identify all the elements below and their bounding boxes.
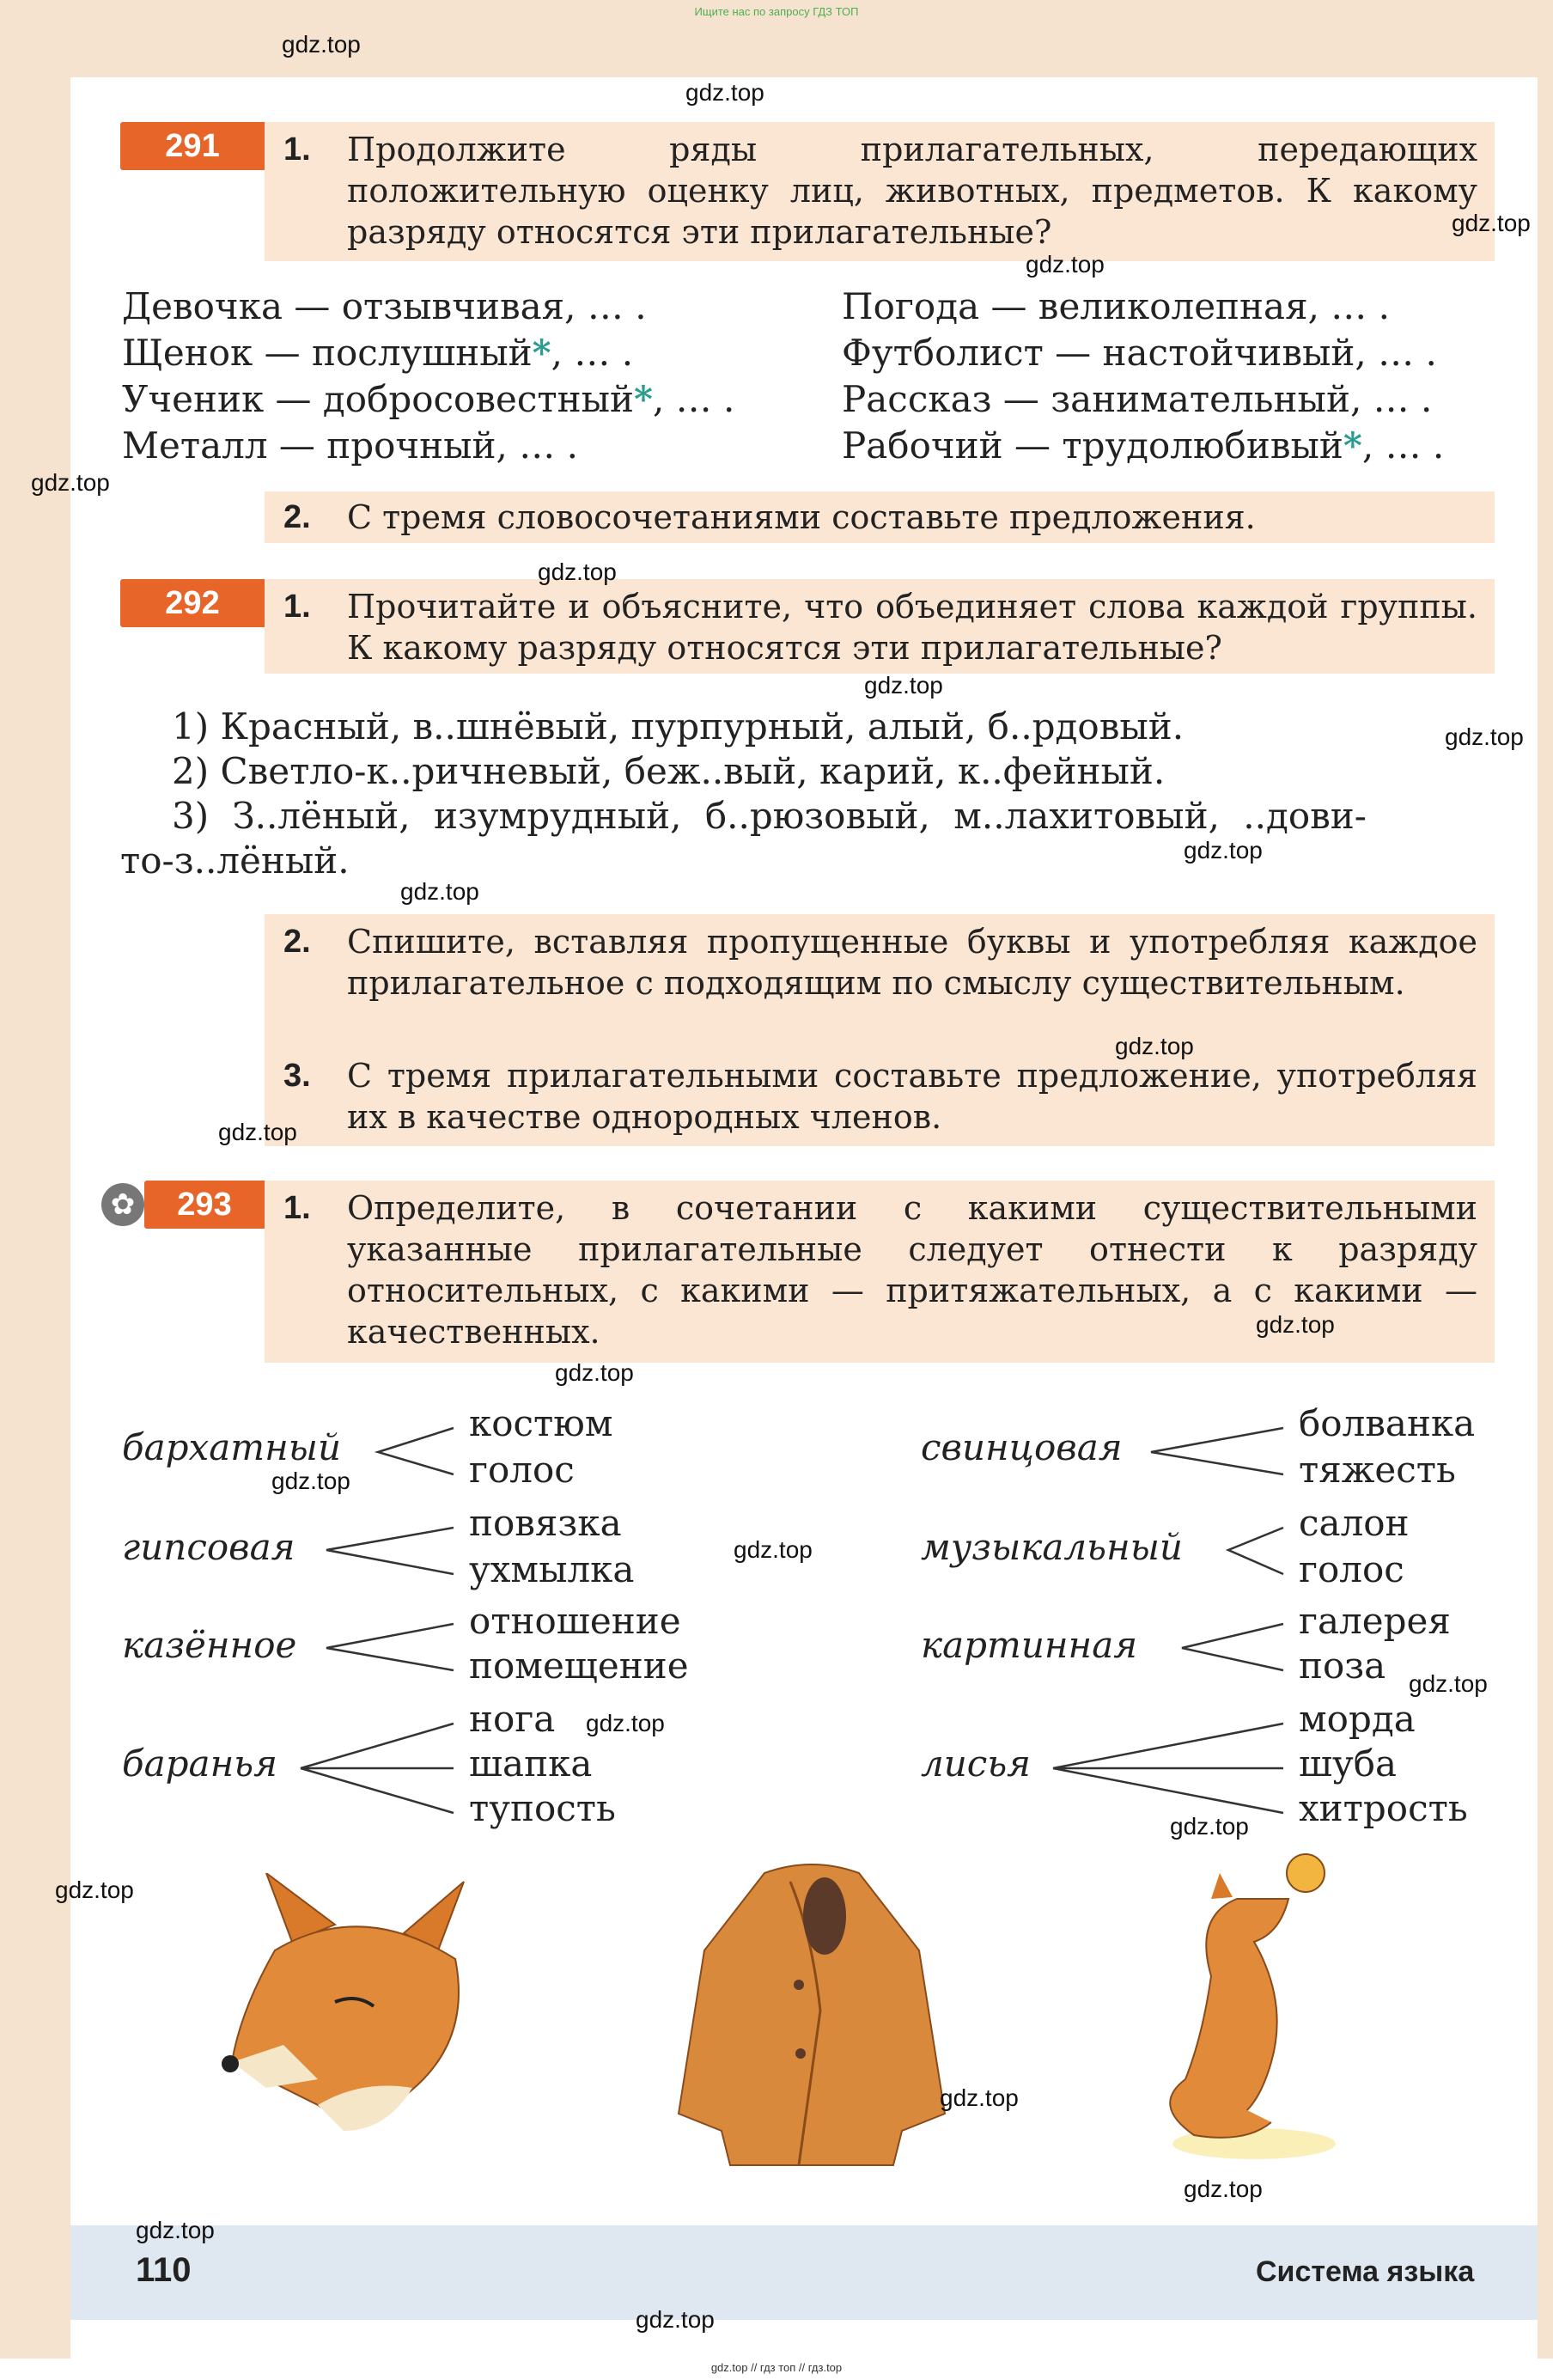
ex292-task3-text: С тремя прилагательными составьте предложение, употребляя их в качестве однородных членов. (347, 1057, 1477, 1136)
section-title: Система языка (1256, 2255, 1475, 2288)
asterisk-icon: * (634, 378, 653, 420)
noun: болванка (1299, 1402, 1476, 1444)
watermark[interactable]: gdz.top (218, 1119, 297, 1145)
noun: шапка (469, 1742, 593, 1785)
ex292-task2-num: 2. (283, 924, 311, 960)
watermark[interactable]: gdz.top (555, 1359, 634, 1386)
adj-baranya: баранья (122, 1742, 277, 1785)
ex291-right-row-2: Футболист — настойчивый, … . (842, 332, 1437, 374)
noun: галерея (1299, 1600, 1451, 1642)
ex292-task3-num: 3. (283, 1058, 311, 1094)
noun: поза (1299, 1645, 1386, 1687)
ex292-group-3-cont: то-з..лёный. (120, 839, 350, 882)
ex293-task1-text: Определите, в сочетании с какими существительными указанные прилагательные следует отнести к разряду относительных, с какими — притяжательных, а с какими — качественных. (347, 1189, 1477, 1351)
watermark[interactable]: gdz.top (1452, 210, 1531, 236)
ex291-task2-num: 2. (283, 499, 311, 535)
watermark[interactable]: gdz.top (1026, 251, 1105, 278)
ex291-right-row-4: Рабочий — трудолюбивый*, … . (842, 424, 1445, 467)
noun: ухмылка (469, 1548, 635, 1590)
noun: голос (469, 1449, 575, 1491)
bracket-line (326, 1528, 454, 1574)
ex291-number: 291 (120, 122, 265, 170)
bracket-line (1151, 1428, 1283, 1474)
ex292-number: 292 (120, 579, 265, 627)
bottom-note[interactable]: gdz.top // гдз топ // гдз.top (710, 2361, 843, 2374)
noun: тупость (469, 1787, 616, 1829)
watermark[interactable]: gdz.top (1184, 2176, 1263, 2202)
noun: морда (1299, 1698, 1416, 1740)
page-number: 110 (136, 2251, 192, 2289)
watermark[interactable]: gdz.top (864, 672, 943, 699)
bracket-line (378, 1428, 454, 1474)
watermark[interactable]: gdz.top (1256, 1311, 1335, 1338)
ex291-task2-text: С тремя словосочетаниями составьте предложения. (347, 498, 1256, 536)
noun: тяжесть (1299, 1449, 1456, 1491)
ex291-left-row-3: Ученик — добросовестный*, … . (122, 378, 735, 420)
ex292-task1-text: Прочитайте и объясните, что объединяет слова каждой группы. К какому разряду относятся эти прилагательные? (347, 588, 1477, 667)
noun: шуба (1299, 1742, 1398, 1785)
adj-barkhatny: бархатный (122, 1426, 342, 1468)
noun: салон (1299, 1502, 1410, 1544)
ex292-group-2: 2) Светло-к..ричневый, беж..вый, карий, к..фейный. (172, 750, 1166, 792)
watermark[interactable]: gdz.top (271, 1468, 350, 1494)
ex291-task1-num: 1. (283, 131, 311, 168)
adj-muzykalny: музыкальный (921, 1526, 1183, 1568)
bracket-line (326, 1624, 454, 1670)
adj-kartinnaya: картинная (921, 1624, 1138, 1666)
noun: помещение (469, 1645, 689, 1687)
watermark[interactable]: gdz.top (636, 2306, 715, 2333)
top-note[interactable]: Ищите нас по запросу ГДЗ ТОП (694, 5, 859, 18)
watermark[interactable]: gdz.top (538, 558, 617, 585)
watermark[interactable]: gdz.top (31, 469, 110, 496)
watermark[interactable]: gdz.top (1409, 1670, 1488, 1697)
ex291-task1-text: Продолжите ряды прилагательных, передающих положительную оценку лиц, животных, предметов. К какому разряду относятся эти прилагательные? (347, 131, 1477, 251)
ex293-task1-num: 1. (283, 1190, 311, 1226)
adj-gipsovaya: гипсовая (122, 1526, 295, 1568)
noun: отношение (469, 1600, 681, 1642)
watermark[interactable]: gdz.top (734, 1536, 813, 1563)
asterisk-icon: * (532, 332, 551, 374)
ex292-task2-text: Спишите, вставляя пропущенные буквы и употребляя каждое прилагательное с подходящим по смыслу существительным. (347, 923, 1477, 1002)
watermark[interactable]: gdz.top (55, 1877, 134, 1903)
ex291-left-row-4: Металл — прочный, … . (122, 424, 578, 467)
adj-kazyonnoe: казённое (122, 1624, 297, 1666)
watermark[interactable]: gdz.top (586, 1710, 665, 1736)
noun: голос (1299, 1548, 1404, 1590)
fox-with-ball-illustration (1160, 1847, 1366, 2165)
watermark[interactable]: gdz.top (1184, 837, 1263, 864)
noun: костюм (469, 1402, 613, 1444)
adj-lisya: лисья (921, 1742, 1031, 1785)
flower-icon: ✿ (101, 1183, 144, 1226)
watermark[interactable]: gdz.top (136, 2217, 215, 2243)
noun: нога (469, 1698, 556, 1740)
ex291-left-row-1: Девочка — отзывчивая, … . (122, 285, 647, 327)
fur-coat-illustration (670, 1856, 953, 2174)
fox-head-illustration (215, 1873, 490, 2148)
noun: хитрость (1299, 1787, 1468, 1829)
watermark[interactable]: gdz.top (1445, 723, 1524, 750)
ex291-right-row-1: Погода — великолепная, … . (842, 285, 1390, 327)
bracket-line (1228, 1528, 1283, 1574)
watermark[interactable]: gdz.top (1115, 1033, 1194, 1059)
ex291-right-row-3: Рассказ — занимательный, … . (842, 378, 1433, 420)
ex292-group-1: 1) Красный, в..шнёвый, пурпурный, алый, б..рдовый. (172, 705, 1185, 748)
watermark[interactable]: gdz.top (400, 878, 479, 905)
bracket-line (301, 1724, 454, 1813)
ex291-left-row-2: Щенок — послушный*, … . (122, 332, 634, 374)
ex292-task1-num: 1. (283, 589, 311, 625)
watermark[interactable]: gdz.top (685, 79, 764, 106)
bracket-line (1182, 1624, 1283, 1670)
asterisk-icon: * (1343, 424, 1362, 467)
watermark[interactable]: gdz.top (940, 2084, 1019, 2111)
ex293-number: 293 (144, 1181, 265, 1229)
noun: повязка (469, 1502, 622, 1544)
ex292-group-3: 3) З..лёный, изумрудный, б..рюзовый, м..лахитовый, ..дови- (172, 795, 1367, 837)
watermark[interactable]: gdz.top (1170, 1813, 1249, 1840)
watermark[interactable]: gdz.top (282, 31, 361, 58)
adj-svintsovaya: свинцовая (921, 1426, 1123, 1468)
bracket-line (1053, 1724, 1283, 1813)
